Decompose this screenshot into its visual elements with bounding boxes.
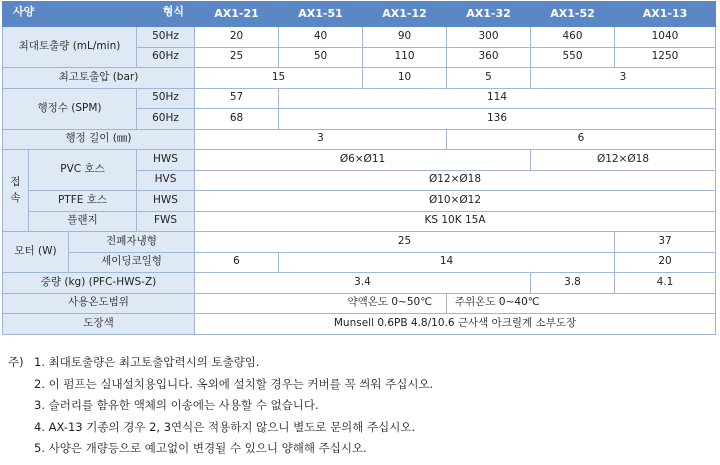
- max-pressure-label: 최고토출압 (bar): [3, 68, 195, 89]
- note-text: 3. 슬러리를 함유한 액체의 이송에는 사용할 수 없습니다.: [34, 398, 319, 412]
- table-cell: 15: [195, 68, 363, 89]
- note-line: [8, 352, 433, 374]
- table-row: [3, 293, 716, 314]
- code-label: HVS: [137, 170, 195, 191]
- note-line: [8, 395, 433, 417]
- table-cell: 6: [447, 129, 716, 150]
- table-cell: Ø10×Ø12: [195, 191, 716, 212]
- connection-group-label: [3, 150, 29, 232]
- table-cell: 3: [531, 68, 716, 89]
- note-text: 2. 이 펌프는 실내설치용입니다. 옥외에 설치할 경우는 커버를 꼭 씌워 주십시오.: [34, 376, 434, 391]
- table-row: [3, 129, 716, 150]
- table-row: [3, 88, 716, 109]
- model-header: AX1-21: [195, 2, 279, 27]
- note-text: 1. 최대토출량은 최고토출압력시의 토출량임.: [34, 355, 260, 369]
- table-row: [3, 232, 716, 253]
- table-cell: 20: [615, 252, 716, 273]
- hz-label: 50Hz: [137, 88, 195, 109]
- table-cell: Ø12×Ø18: [195, 170, 716, 191]
- table-cell: 40: [279, 27, 363, 48]
- table-cell: 136: [279, 109, 716, 130]
- notes-prefix: 주): [8, 355, 24, 369]
- code-label: HWS: [137, 150, 195, 171]
- code-label: HWS: [137, 191, 195, 212]
- note-line: [8, 417, 433, 439]
- table-row: [3, 68, 716, 89]
- table-cell: 114: [279, 88, 716, 109]
- table-cell: 360: [447, 47, 531, 68]
- table-cell: 68: [195, 109, 279, 130]
- note-text: 4. AX-13 기종의 경우 2, 3연식은 적용하지 않으니 별도로 문의해 주십시오.: [34, 419, 416, 434]
- model-header: AX1-52: [531, 2, 615, 27]
- table-cell: 550: [531, 47, 615, 68]
- ptfe-hose-label: PTFE 호스: [29, 191, 137, 212]
- table-cell: Munsell 0.6PB 4.8/10.6 근사색 아크릴계 소부도장: [195, 314, 716, 335]
- spec-header-label: 사양: [13, 5, 35, 18]
- table-row: [3, 252, 716, 273]
- table-cell: 5: [447, 68, 531, 89]
- table-row: [3, 211, 716, 232]
- table-row: [3, 191, 716, 212]
- motor-type-label: 전폐자냉형: [69, 232, 195, 253]
- table-row: [3, 150, 716, 171]
- table-cell: 110: [363, 47, 447, 68]
- model-header: AX1-13: [615, 2, 716, 27]
- spec-table: [2, 1, 716, 335]
- model-header: AX1-12: [363, 2, 447, 27]
- connection-char: 속: [10, 191, 21, 204]
- table-cell: Ø6×Ø11: [195, 150, 531, 171]
- table-cell: 3.8: [531, 273, 615, 294]
- table-cell: 1040: [615, 27, 716, 48]
- stroke-length-label: 행정 길이 (㎜): [3, 129, 195, 150]
- header-row: [3, 2, 716, 27]
- temperature-label: 사용온도범위: [3, 293, 195, 314]
- weight-label: 중량 (kg) (PFC-HWS-Z): [3, 273, 195, 294]
- hz-label: 50Hz: [137, 27, 195, 48]
- table-cell: 57: [195, 88, 279, 109]
- connection-char: 접: [10, 175, 21, 188]
- notes-section: [8, 352, 433, 460]
- table-cell: 460: [531, 27, 615, 48]
- type-header-label: 형식: [162, 5, 184, 18]
- table-cell: 25: [195, 47, 279, 68]
- model-header: AX1-32: [447, 2, 531, 27]
- table-cell: 3.4: [195, 273, 531, 294]
- motor-type-label: 셰이딩코일형: [69, 252, 195, 273]
- table-cell: 약액온도 0~50℃: [195, 293, 447, 314]
- motor-label: 모터 (W): [3, 232, 69, 273]
- table-cell: 14: [279, 252, 615, 273]
- code-label: FWS: [137, 211, 195, 232]
- max-flow-label: 최대토출량 (mL/min): [3, 27, 137, 68]
- table-cell: 주위온도 0~40℃: [447, 293, 716, 314]
- model-header: AX1-51: [279, 2, 363, 27]
- table-cell: KS 10K 15A: [195, 211, 716, 232]
- table-cell: 1250: [615, 47, 716, 68]
- note-text: 5. 사양은 개량등으로 예고없이 변경될 수 있으니 양해해 주십시오.: [34, 441, 367, 455]
- hz-label: 60Hz: [137, 109, 195, 130]
- table-cell: Ø12×Ø18: [531, 150, 716, 171]
- table-row: [3, 27, 716, 48]
- table-cell: 6: [195, 252, 279, 273]
- table-cell: 20: [195, 27, 279, 48]
- pvc-hose-label: PVC 호스: [29, 150, 137, 191]
- note-line: [8, 374, 433, 396]
- strokes-label: 행정수 (SPM): [3, 88, 137, 129]
- table-cell: 37: [615, 232, 716, 253]
- note-line: [8, 438, 433, 460]
- header-corner: [3, 2, 195, 27]
- table-cell: 4.1: [615, 273, 716, 294]
- table-cell: 25: [195, 232, 615, 253]
- table-cell: 10: [363, 68, 447, 89]
- hz-label: 60Hz: [137, 47, 195, 68]
- table-cell: 300: [447, 27, 531, 48]
- table-cell: 3: [195, 129, 447, 150]
- table-cell: 90: [363, 27, 447, 48]
- table-row: [3, 314, 716, 335]
- table-cell: 50: [279, 47, 363, 68]
- flange-label: 플랜지: [29, 211, 137, 232]
- table-row: [3, 273, 716, 294]
- paint-label: 도장색: [3, 314, 195, 335]
